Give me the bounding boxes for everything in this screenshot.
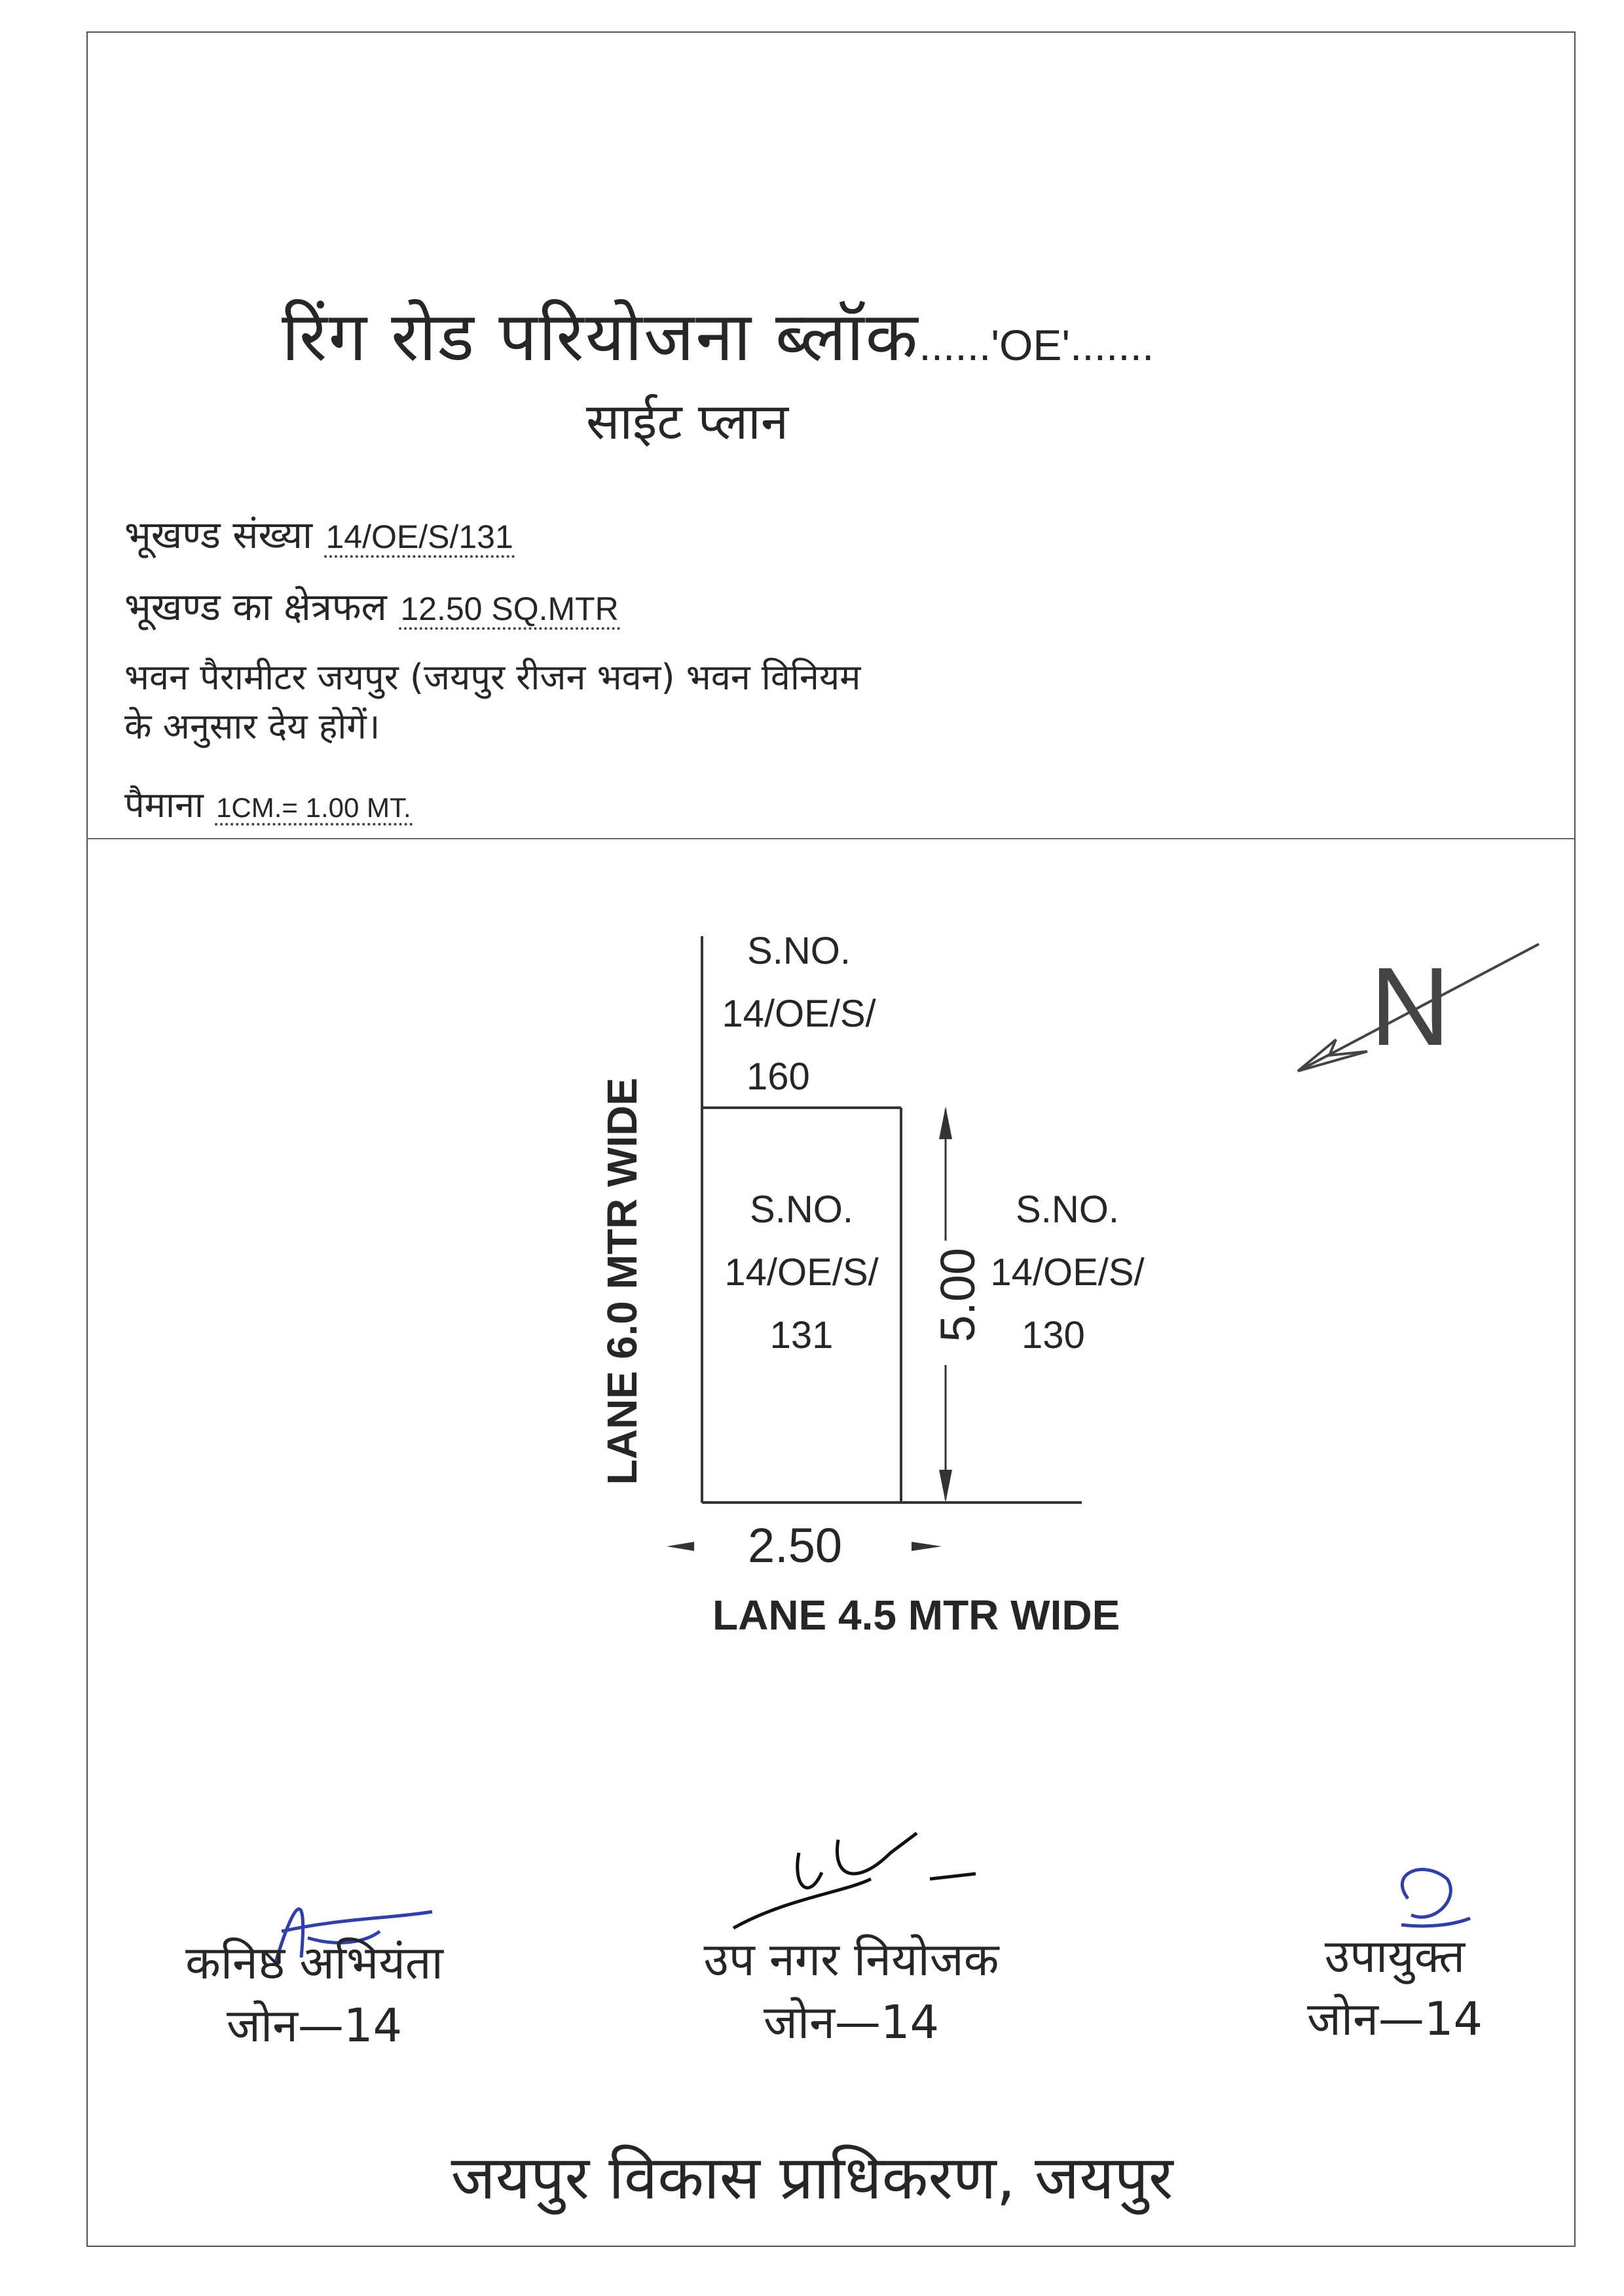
scale-value: 1CM.= 1.00 MT. xyxy=(215,792,413,826)
plot-label-130: S.NO. 14/OE/S/ 130 xyxy=(990,1188,1145,1357)
signatory-junior-engineer xyxy=(144,1931,485,2057)
junior-engineer-title: कनिष्ठ अभियंता xyxy=(185,1936,443,1990)
signature-right-icon xyxy=(1401,1870,1470,1926)
dim-arrow-down xyxy=(939,1470,952,1503)
lane-left-label: LANE 6.0 MTR WIDE xyxy=(599,1077,646,1485)
signatory-deputy-town-planner xyxy=(648,1928,1054,2054)
plot-area-label: भूखण्ड का क्षेत्रफल xyxy=(124,585,387,629)
deputy-commissioner-zone: जोन—14 xyxy=(1307,1992,1483,2046)
deputy-commissioner-title: उपायुक्त xyxy=(1324,1929,1466,1983)
authority-footer: जयपुर विकास प्राधिकरण, जयपुर xyxy=(451,2143,1173,2213)
plot-area-value: 12.50 SQ.MTR xyxy=(399,591,619,630)
dim-vertical-label: 5.00 xyxy=(931,1247,985,1342)
dim-arrow-left xyxy=(667,1542,694,1551)
plot-number-value: 14/OE/S/131 xyxy=(324,519,514,558)
deputy-town-planner-zone: जोन—14 xyxy=(764,1995,939,2049)
plot-label-160: S.NO. 14/OE/S/ 160 xyxy=(722,930,876,1098)
block-code: 'OE' xyxy=(991,321,1070,369)
plot-label-131: S.NO. 14/OE/S/ 131 xyxy=(724,1188,879,1357)
signature-middle-icon xyxy=(733,1833,976,1928)
deputy-town-planner-title: उप नगर नियोजक xyxy=(703,1933,999,1986)
lane-bottom-label: LANE 4.5 MTR WIDE xyxy=(712,1592,1120,1639)
north-label: N xyxy=(1370,945,1450,1069)
dim-arrow-up xyxy=(939,1106,952,1139)
dim-horizontal-label: 2.50 xyxy=(748,1518,843,1573)
plot-number-label: भूखण्ड संख्या xyxy=(124,513,313,557)
document-subtitle: साईट प्लान xyxy=(586,392,789,450)
document-title: रिंग रोड परियोजना ब्लॉक......'OE'....... xyxy=(282,297,1154,376)
title-text: रिंग रोड परियोजना ब्लॉक xyxy=(282,297,919,376)
signatory-deputy-commissioner xyxy=(1283,1925,1506,2050)
dim-arrow-right xyxy=(912,1542,942,1551)
scale-label: पैमाना xyxy=(124,784,204,826)
note-line-1: भवन पैरामीटर जयपुर (जयपुर रीजन भवन) भवन विनियम xyxy=(124,657,861,698)
junior-engineer-zone: जोन—14 xyxy=(227,1999,402,2052)
note-line-2: के अनुसार देय होगें। xyxy=(124,706,380,747)
